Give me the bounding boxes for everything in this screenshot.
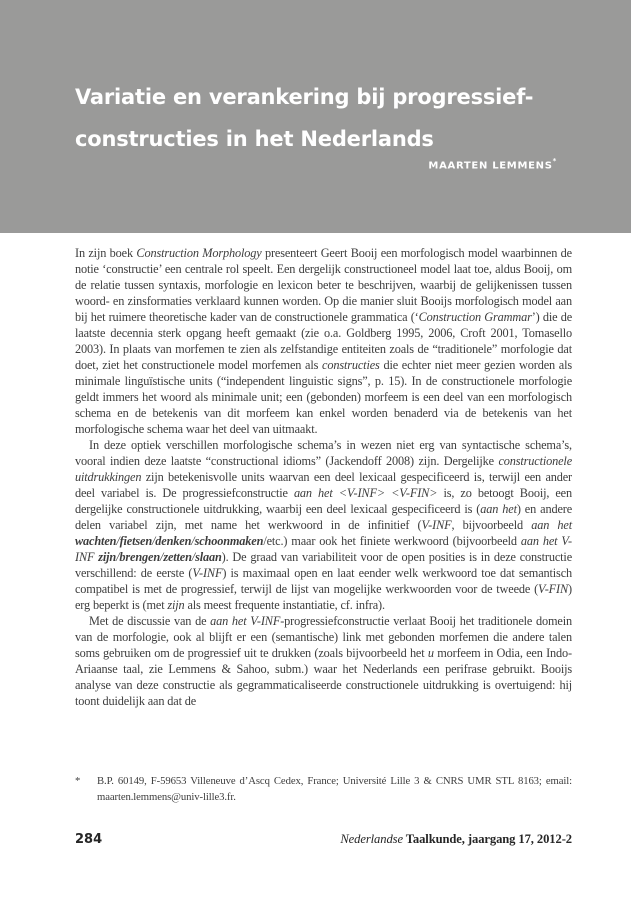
author-line	[428, 156, 557, 172]
journal-reference: Nederlandse Taalkunde, jaargang 17, 2012-2	[340, 832, 572, 846]
page-footer	[75, 832, 572, 847]
title-line-1: Variatie en verankering bij progressief-	[75, 85, 534, 109]
paragraph-1: In zijn boek Construction Morphology presenteert Geert Booij een morfologisch model waarbinnen de notie ‘constructie’ een centrale rol speelt. Een dergelijk constructioneel model laat toe, aldus Booij, om de relatie tussen syntaxis, morfologie en lexicon beter te beschrijven, waarbij de gelijkenissen tussen woord- en zinsformaties verklaard kunnen worden. Op die manier sluit Booijs morfologisch model aan bij het ruimere theoretische kader van de constructionele grammatica (‘Construction Grammar’) die de laatste decennia sterk opgang heeft gemaakt (zie o.a. Goldberg 1995, 2006, Croft 2001, Tomasello 2003). In plaats van morfemen te zien als zelfstandige entiteiten zoals de “traditionele” morfologie dat doet, ziet het constructionele model morfemen als constructies die echter niet meer gezien worden als minimale linguïstische units (“independent linguistic signs”, p. 15). In de constructionele morfologie geldt immers het woord als minimale unit; een (gebonden) morfeem is een deel van een morfologisch schema en de betekenis van dit morfeem kan enkel worden benaderd via de betekenis van het morfologische schema waar het deel van uitmaakt.	[75, 246, 572, 436]
paragraph-2: In deze optiek verschillen morfologische schema’s in wezen niet erg van syntactische schema’s, vooral indien deze laatste “constructional idioms” (Jackendoff 2008) zijn. Dergelijke constructionele uitdrukkingen zijn betekenisvolle units waarvan een deel lexicaal gespecificeerd is, terwijl een ander deel variabel is. De progressiefconstructie aan het <V-INF> <V-FIN> is, zo betoogt Booij, een dergelijke constructionele uitdrukking, waarbij een deel lexicaal gespecificeerd is (aan het) en andere delen variabel zijn, met name het werkwoord in de infinitief (V-INF, bijvoorbeeld aan het wachten/fietsen/denken/schoonmaken/etc.) maar ook het finiete werkwoord (bijvoorbeeld aan het V-INF zijn/brengen/zetten/slaan). De graad van variabiliteit voor de open posities is in deze constructie verschillend: de eerste (V-INF) is maximaal open en laat eender welk werkwoord toe dat semantisch compatibel is met de progressief, terwijl de lijst van mogelijke werkwoorden voor de tweede (V-FIN) erg beperkt is (met zijn als meest frequente instantiatie, cf. infra).	[75, 438, 573, 612]
article-header	[0, 0, 631, 233]
author-name: MAARTEN LEMMENS	[428, 160, 553, 172]
footnote-marker: *	[75, 775, 81, 787]
paragraph-3: Met de discussie van de aan het V-INF-progressiefconstructie verlaat Booij het traditionele domein van de morfologie, ook al blijft er een (semantische) link met gebonden morfemen die andere talen soms gebruiken om de progressief uit te drukken (zoals bijvoorbeeld het u morfeem in Odia, een Indo-Ariaanse taal, zie Lemmens & Sahoo, subm.) waar het Nederlands een perifrase gebruikt. Booijs analyse van deze constructie als gegrammaticaliseerde constructionele uitdrukking is overtuigend: hij toont duidelijk aan dat de	[75, 614, 572, 708]
footnote	[75, 774, 572, 805]
article-body	[75, 245, 572, 709]
title-line-2: constructies in het Nederlands	[75, 127, 434, 151]
footnote-text: B.P. 60149, F-59653 Villeneuve d’Ascq Cedex, France; Université Lille 3 & CNRS UMR STL 8163; email: maarten.lemmens@univ-lille3.fr.	[97, 775, 572, 803]
article-title	[75, 76, 533, 160]
author-footnote-marker: *	[552, 157, 557, 165]
page-number: 284	[75, 832, 103, 847]
